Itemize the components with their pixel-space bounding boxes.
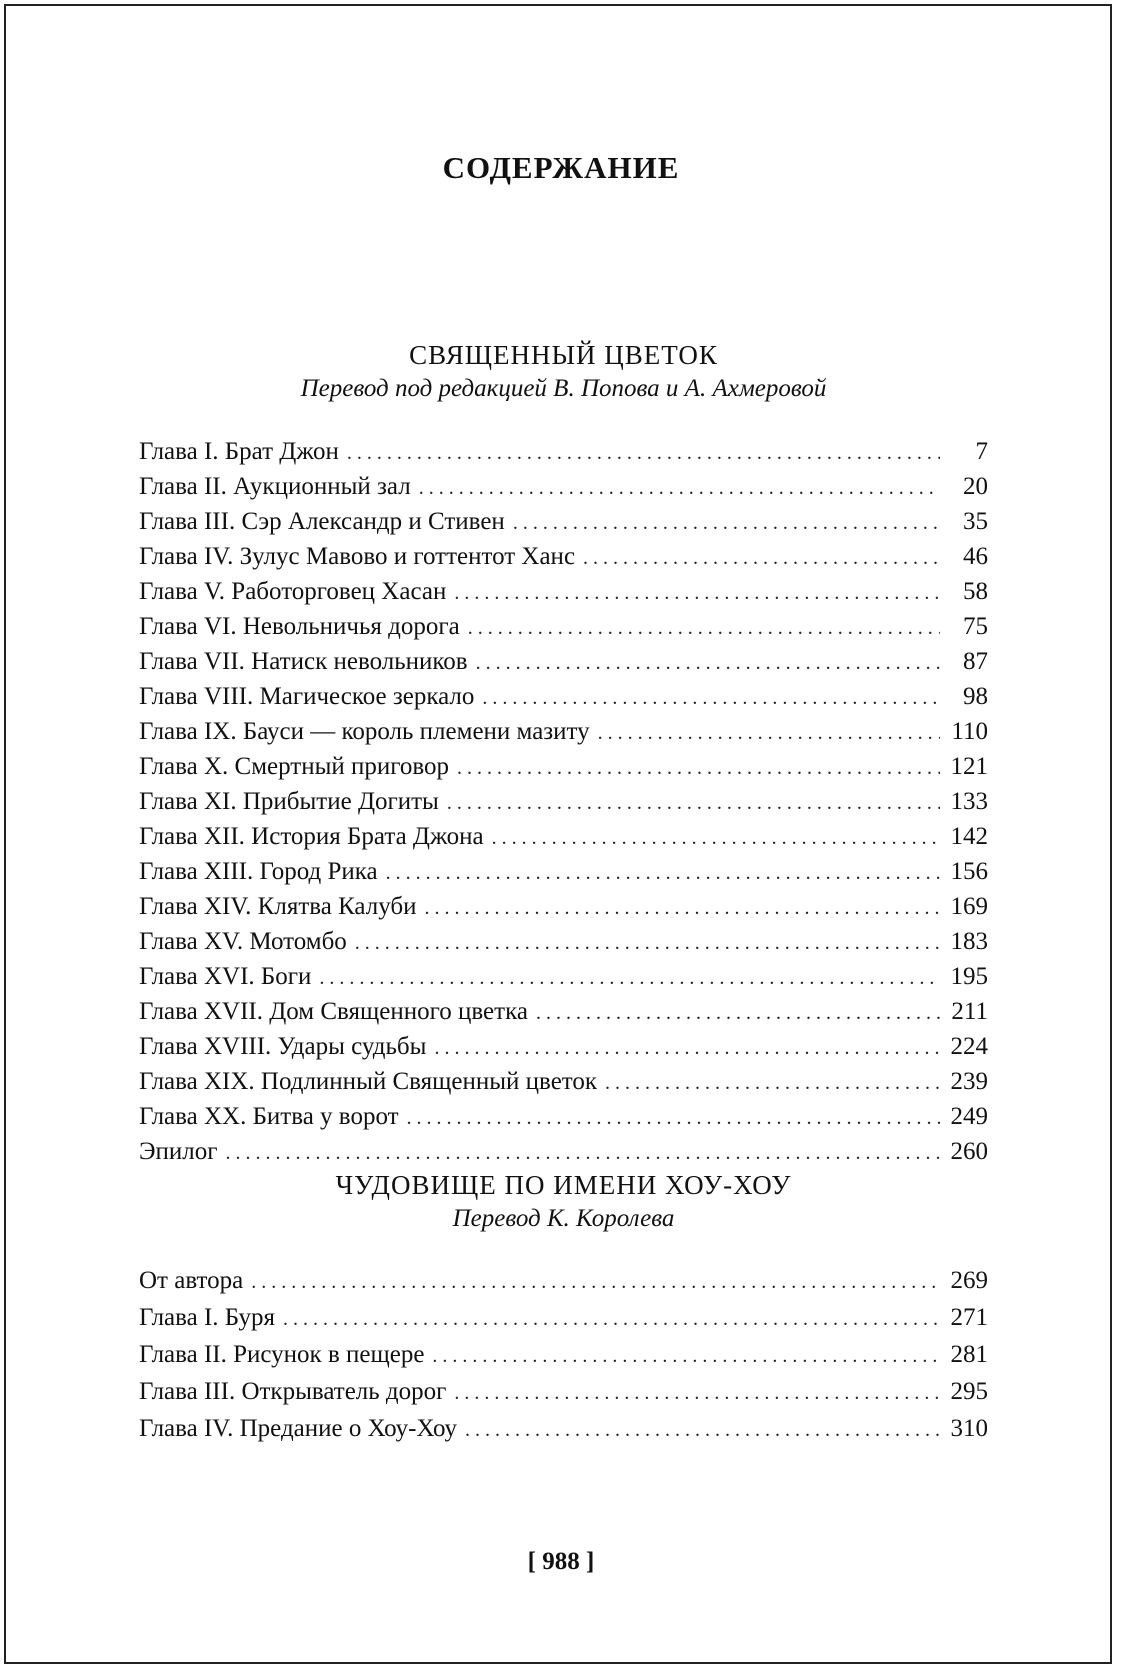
toc-entry (139, 1064, 988, 1099)
page-title: СОДЕРЖАНИЕ (442, 150, 680, 185)
toc-entry (139, 924, 988, 959)
toc-entry (139, 1299, 988, 1336)
section-translator: Перевод К. Королева (452, 1205, 675, 1232)
dot-leader (434, 1031, 940, 1066)
dot-leader (424, 891, 940, 926)
toc-entry (139, 784, 988, 819)
toc-section-sacred-flower (139, 338, 988, 1169)
dot-leader (454, 1375, 940, 1412)
dot-leader (536, 996, 940, 1031)
toc-entry (139, 574, 988, 609)
entry-page-number: 249 (950, 1103, 988, 1130)
toc-entry (139, 434, 988, 469)
entry-title: Глава XIX. Подлинный Священный цветок (139, 1068, 598, 1095)
entry-page-number: 281 (950, 1341, 988, 1368)
toc-entry (139, 679, 988, 714)
entry-page-number: 271 (950, 1304, 988, 1331)
entry-page-number: 35 (963, 508, 988, 535)
toc-entry (139, 539, 988, 574)
entry-title: Глава IV. Предание о Хоу-Хоу (139, 1415, 457, 1442)
dot-leader (583, 541, 940, 576)
entry-page-number: 169 (950, 893, 988, 920)
dot-leader (347, 436, 940, 471)
entry-page-number: 224 (950, 1033, 988, 1060)
toc-entry (139, 749, 988, 784)
toc-entry (139, 1262, 988, 1299)
toc-list (139, 1262, 988, 1447)
dot-leader (447, 786, 940, 821)
dot-leader (454, 576, 940, 611)
entry-page-number: 195 (950, 963, 988, 990)
toc-entry (139, 609, 988, 644)
entry-title: Глава IX. Бауси — король племени мазиту (139, 718, 590, 745)
toc-entry (139, 994, 988, 1029)
entry-title: Глава XII. История Брата Джона (139, 823, 484, 850)
entry-page-number: 183 (950, 928, 988, 955)
entry-title: Глава V. Работорговец Хасан (139, 578, 447, 605)
toc-entry (139, 1336, 988, 1373)
toc-entry (139, 1099, 988, 1134)
dot-leader (492, 821, 940, 856)
entry-page-number: 75 (963, 613, 988, 640)
entry-page-number: 58 (963, 578, 988, 605)
entry-page-number: 295 (950, 1378, 988, 1405)
dot-leader (468, 611, 940, 646)
entry-title: От автора (139, 1267, 244, 1294)
entry-title: Глава XI. Прибытие Догиты (139, 788, 439, 815)
section-title: СВЯЩЕННЫЙ ЦВЕТОК (409, 340, 718, 370)
entry-page-number: 87 (963, 648, 988, 675)
toc-entry (139, 1134, 988, 1169)
toc-entry (139, 854, 988, 889)
entry-title: Глава XIV. Клятва Калуби (139, 893, 417, 920)
entry-title: Глава X. Смертный приговор (139, 753, 450, 780)
dot-leader (419, 471, 940, 506)
toc-entry (139, 1029, 988, 1064)
entry-title: Глава II. Рисунок в пещере (139, 1341, 425, 1368)
toc-section-monster-hou-hou (139, 1168, 988, 1447)
toc-entry (139, 959, 988, 994)
entry-title: Глава VIII. Магическое зеркало (139, 683, 475, 710)
entry-page-number: 269 (950, 1267, 988, 1294)
entry-page-number: 310 (950, 1415, 988, 1442)
entry-page-number: 7 (975, 438, 988, 465)
dot-leader (598, 716, 940, 751)
toc-entry (139, 1410, 988, 1447)
entry-title: Глава XVI. Боги (139, 963, 312, 990)
entry-page-number: 156 (950, 858, 988, 885)
section-title: ЧУДОВИЩЕ ПО ИМЕНИ ХОУ-ХОУ (335, 1170, 792, 1200)
entry-page-number: 211 (951, 998, 988, 1025)
dot-leader (513, 506, 940, 541)
dot-leader (251, 1264, 940, 1301)
dot-leader (482, 681, 940, 716)
toc-list (139, 434, 988, 1169)
entry-title: Глава III. Открыватель дорог (139, 1378, 447, 1405)
entry-title: Глава XVIII. Удары судьбы (139, 1033, 427, 1060)
entry-page-number: 110 (951, 718, 988, 745)
toc-entry (139, 644, 988, 679)
entry-page-number: 98 (963, 683, 988, 710)
entry-title: Глава VI. Невольничья дорога (139, 613, 460, 640)
entry-title: Глава IV. Зулус Мавово и готтентот Ханс (139, 543, 576, 570)
entry-page-number: 20 (963, 473, 988, 500)
toc-entry (139, 714, 988, 749)
dot-leader (226, 1136, 941, 1171)
entry-title: Глава I. Буря (139, 1304, 276, 1331)
entry-title: Глава III. Сэр Александр и Стивен (139, 508, 505, 535)
toc-entry (139, 469, 988, 504)
dot-leader (283, 1301, 940, 1338)
dot-leader (407, 1101, 940, 1136)
toc-entry (139, 889, 988, 924)
entry-title: Глава XVII. Дом Священного цветка (139, 998, 528, 1025)
dot-leader (386, 856, 940, 891)
section-translator: Перевод под редакцией В. Попова и А. Ахмеровой (300, 375, 827, 402)
entry-page-number: 260 (950, 1138, 988, 1165)
entry-title: Глава XX. Битва у ворот (139, 1103, 399, 1130)
page-number: [ 988 ] (527, 1548, 595, 1575)
entry-title: Глава II. Аукционный зал (139, 473, 411, 500)
dot-leader (432, 1338, 940, 1375)
dot-leader (476, 646, 940, 681)
entry-title: Глава VII. Натиск невольников (139, 648, 468, 675)
entry-title: Эпилог (139, 1138, 218, 1165)
dot-leader (457, 751, 940, 786)
entry-page-number: 142 (950, 823, 988, 850)
dot-leader (465, 1412, 940, 1449)
toc-entry (139, 504, 988, 539)
entry-title: Глава I. Брат Джон (139, 438, 339, 465)
entry-page-number: 133 (950, 788, 988, 815)
toc-entry (139, 1373, 988, 1410)
dot-leader (319, 961, 940, 996)
entry-title: Глава XV. Мотомбо (139, 928, 347, 955)
entry-title: Глава XIII. Город Рика (139, 858, 378, 885)
dot-leader (605, 1066, 940, 1101)
entry-page-number: 121 (950, 753, 988, 780)
entry-page-number: 46 (963, 543, 988, 570)
entry-page-number: 239 (950, 1068, 988, 1095)
dot-leader (355, 926, 940, 961)
toc-entry (139, 819, 988, 854)
